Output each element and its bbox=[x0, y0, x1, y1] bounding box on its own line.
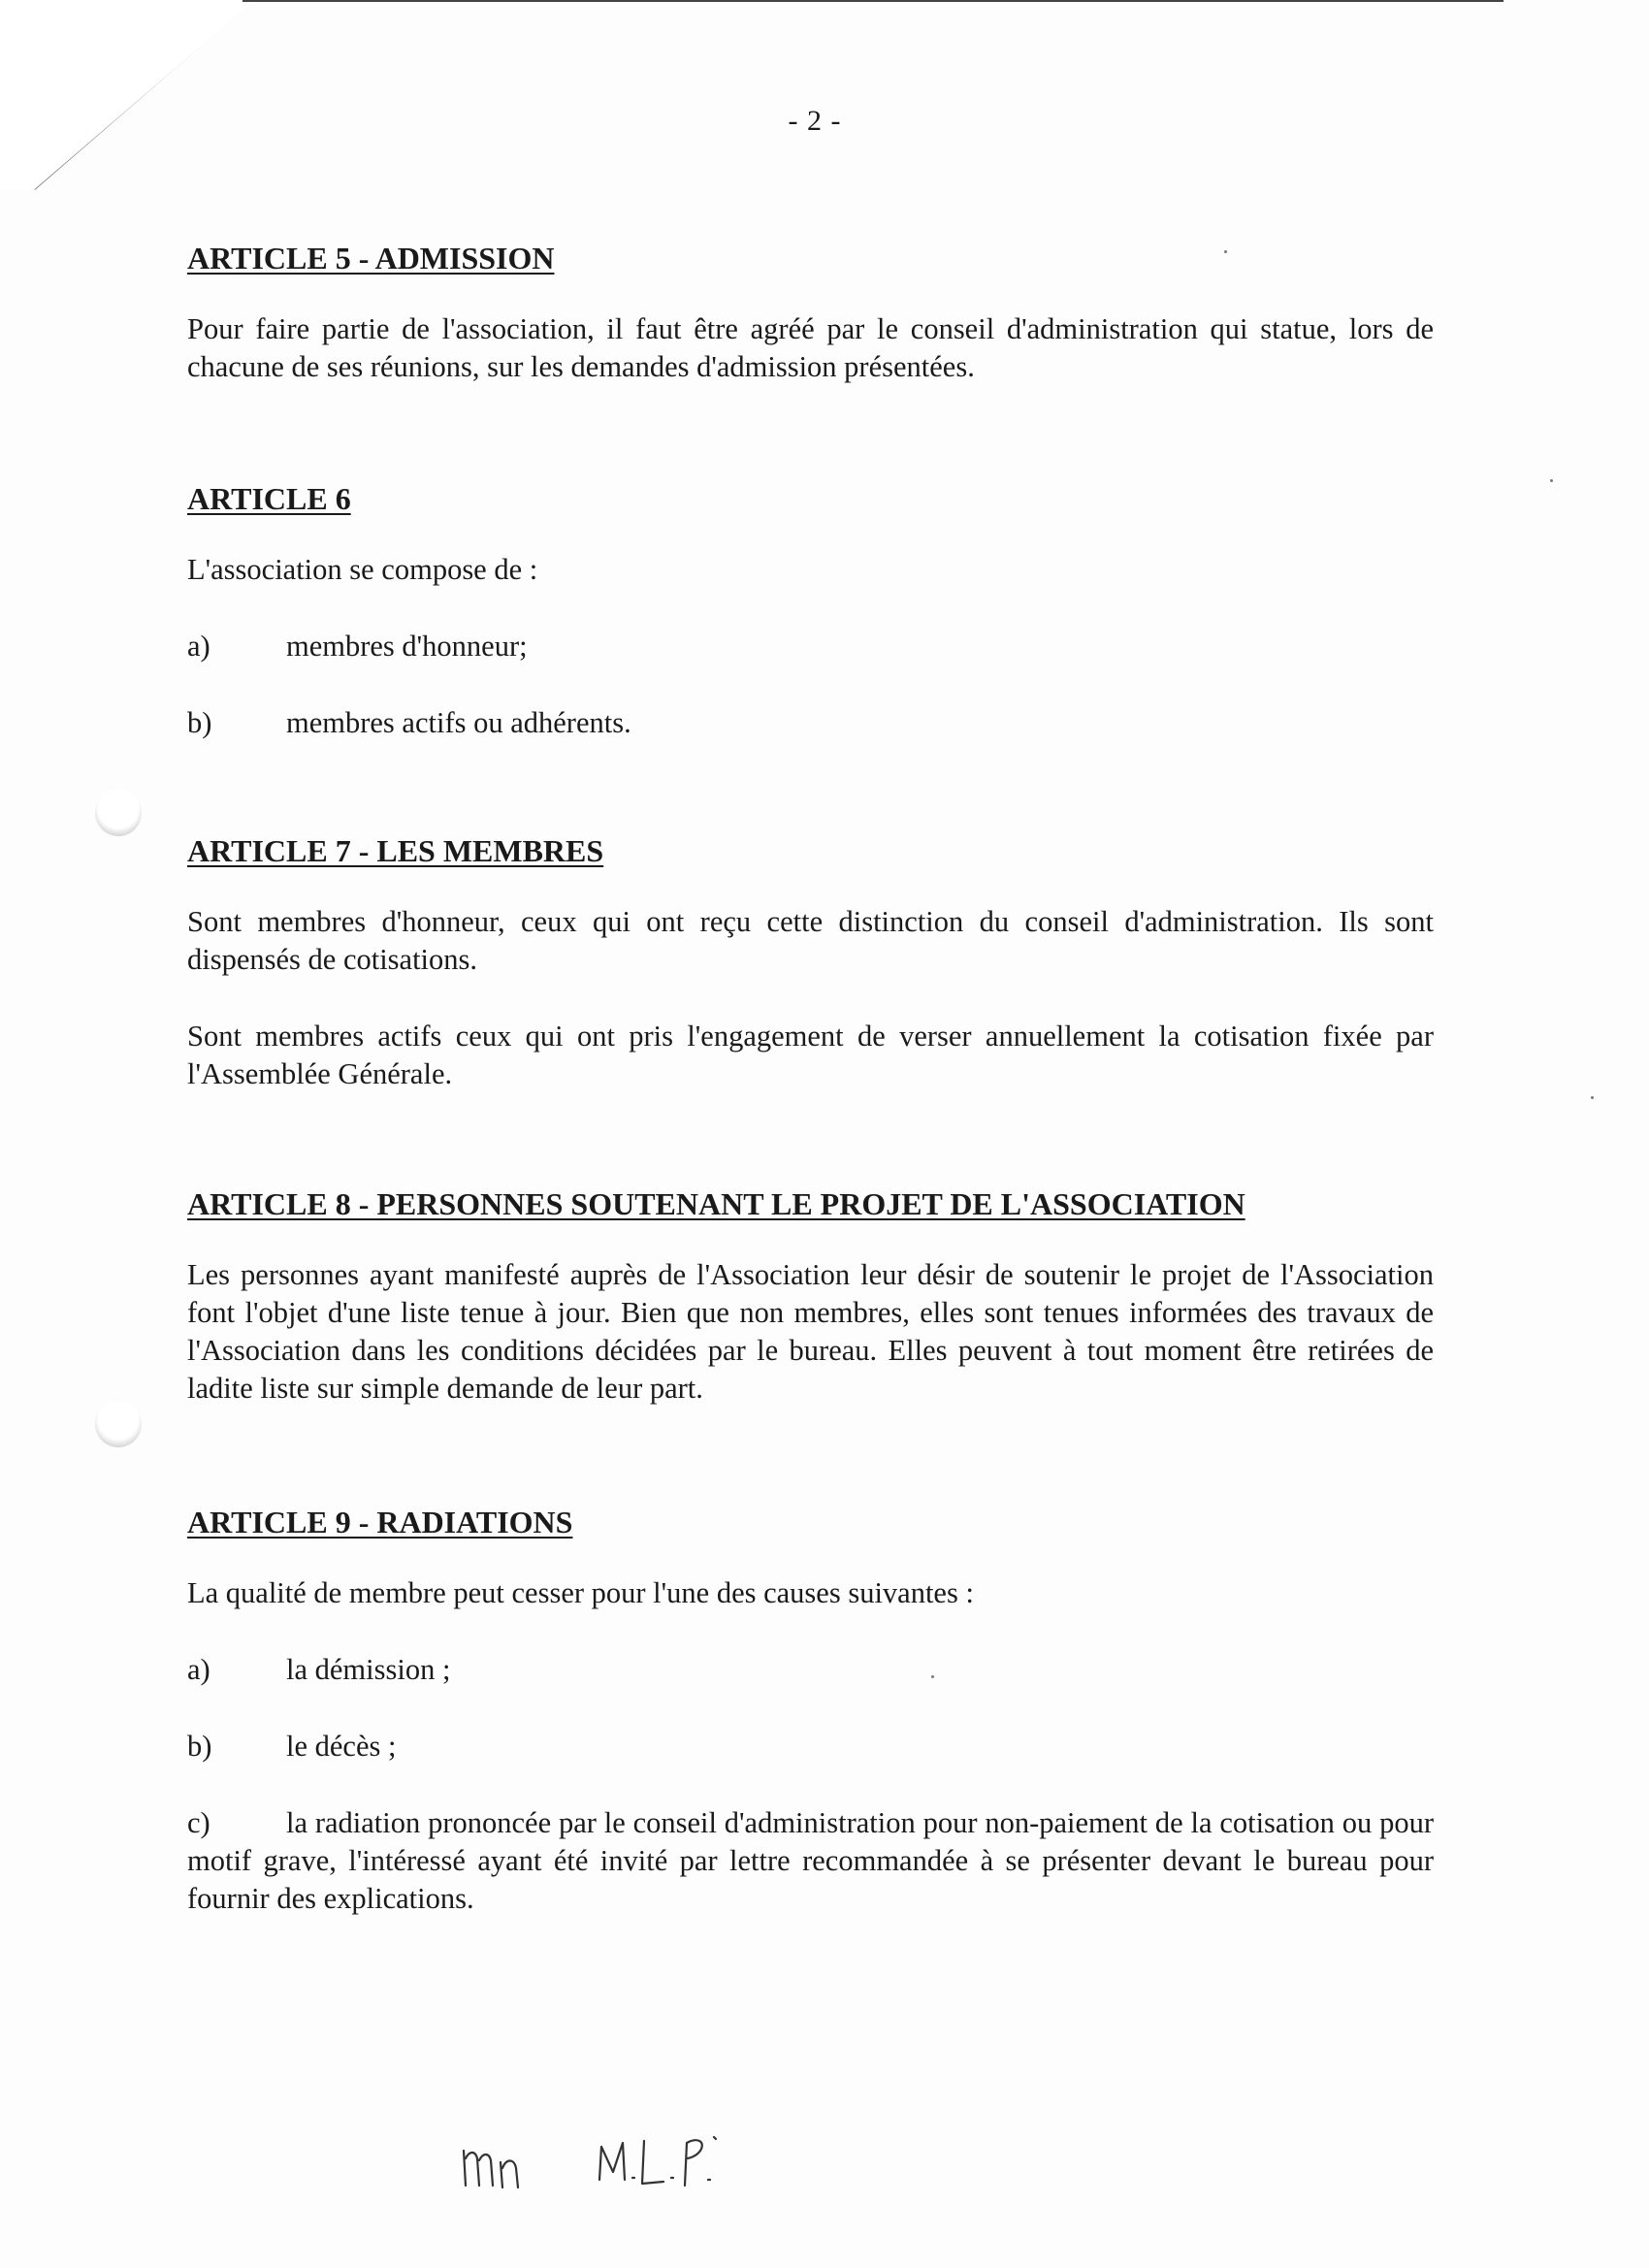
scan-speck bbox=[1591, 1096, 1594, 1099]
article-5-heading: ARTICLE 5 - ADMISSION bbox=[187, 241, 555, 275]
list-item bbox=[187, 704, 1434, 742]
article-6-intro: L'association se compose de : bbox=[187, 553, 538, 586]
article-7-paragraph-1: Sont membres d'honneur, ceux qui ont reçu cette distinction du conseil d'administration. Ils sont dispensés de cotisations. bbox=[187, 905, 1434, 976]
list-text: membres actifs ou adhérents. bbox=[286, 706, 631, 739]
article-8 bbox=[187, 1184, 1434, 1408]
list-text: membres d'honneur; bbox=[286, 630, 528, 663]
scan-speck bbox=[1550, 479, 1553, 482]
article-6 bbox=[187, 479, 1434, 742]
list-marker: b) bbox=[187, 706, 212, 739]
punch-hole bbox=[95, 1401, 142, 1447]
list-text: la démission ; bbox=[286, 1653, 451, 1686]
folded-corner bbox=[0, 0, 262, 194]
article-7-heading: ARTICLE 7 - LES MEMBRES bbox=[187, 833, 604, 868]
list-marker: c) bbox=[187, 1806, 210, 1839]
article-5 bbox=[187, 239, 1434, 386]
list-marker: b) bbox=[187, 1730, 212, 1763]
article-5-paragraph: Pour faire partie de l'association, il faut être agréé par le conseil d'administration qui statue, lors de chacune de ses réunions, sur les demandes d'admission présentées. bbox=[187, 312, 1434, 383]
article-6-heading: ARTICLE 6 bbox=[187, 481, 351, 516]
article-9-item-c bbox=[187, 1804, 1434, 1918]
list-item bbox=[187, 628, 1434, 665]
article-7 bbox=[187, 831, 1434, 1093]
scan-speck bbox=[931, 1675, 934, 1678]
article-9 bbox=[187, 1503, 1434, 1918]
list-marker: a) bbox=[187, 1653, 210, 1686]
page-top-edge bbox=[242, 0, 1504, 2]
article-7-paragraph-2: Sont membres actifs ceux qui ont pris l'engagement de verser annuellement la cotisation fixée par l'Assemblée Générale. bbox=[187, 1020, 1434, 1090]
document-body bbox=[187, 239, 1434, 1918]
handwritten-initials-2 bbox=[592, 2129, 728, 2197]
article-8-heading: ARTICLE 8 - PERSONNES SOUTENANT LE PROJET DE L'ASSOCIATION bbox=[187, 1186, 1245, 1221]
list-marker: a) bbox=[187, 630, 210, 663]
list-item bbox=[187, 1651, 1434, 1689]
article-8-paragraph: Les personnes ayant manifesté auprès de l'Association leur désir de soutenir le projet de l'Association font l'objet d'une liste tenue à jour. Bien que non membres, elles sont tenues informées des travaux de l'Association dans les conditions décidées par le bureau. Elles peuvent à tout moment être retirées de ladite liste sur simple demande de leur part. bbox=[187, 1258, 1434, 1405]
article-9-heading: ARTICLE 9 - RADIATIONS bbox=[187, 1505, 573, 1539]
article-9-intro: La qualité de membre peut cesser pour l'une des causes suivantes : bbox=[187, 1576, 974, 1609]
handwritten-initials-1 bbox=[456, 2129, 534, 2197]
scan-speck bbox=[1224, 250, 1227, 253]
page-number: - 2 - bbox=[788, 105, 842, 137]
punch-hole bbox=[95, 790, 142, 836]
list-text: le décès ; bbox=[286, 1730, 397, 1763]
list-text: la radiation prononcée par le conseil d'administration pour non-paiement de la cotisation ou pour motif grave, l'intéressé ayant été invité par lettre recommandée à se présenter devant le bureau pour fournir des explications. bbox=[187, 1806, 1434, 1915]
list-item bbox=[187, 1728, 1434, 1766]
